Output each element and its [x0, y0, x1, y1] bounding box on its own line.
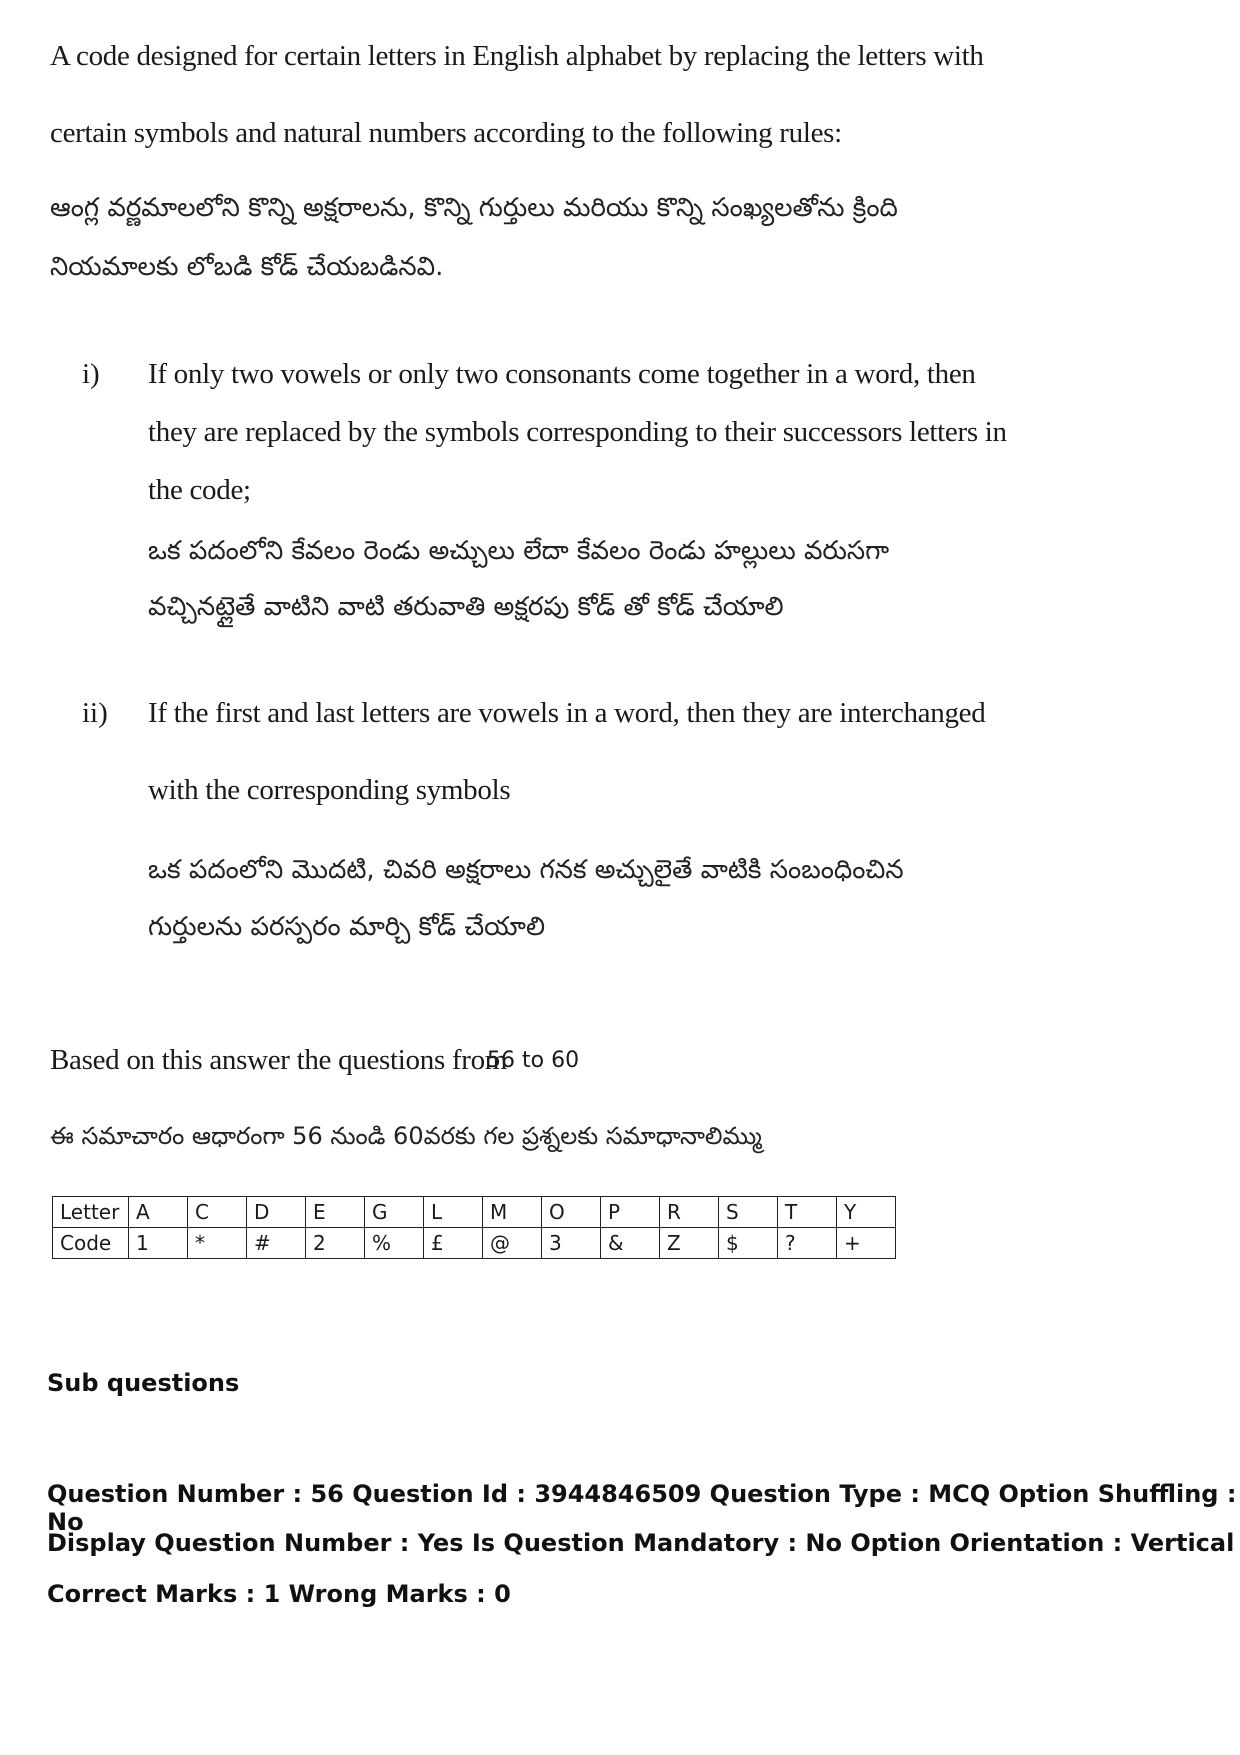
- rule-1-telugu-line-2: వచ్చినట్లైతే వాటిని వాటి తరువాతి అక్షరపు కోడ్ తో కోడ్ చేయాలి: [148, 592, 784, 622]
- sub-questions-heading: Sub questions: [47, 1369, 240, 1397]
- code-cell: 1: [129, 1228, 188, 1259]
- based-on-range: 56 to 60: [487, 1048, 580, 1073]
- code-cell: ?: [778, 1228, 837, 1259]
- rule-2-telugu-line-2: గుర్తులను పరస్పరం మార్చి కోడ్ చేయాలి: [148, 912, 546, 942]
- letter-cell: C: [188, 1197, 247, 1228]
- rule-1-telugu-line-1: ఒక పదంలోని కేవలం రెండు అచ్చులు లేదా కేవలం రెండు హల్లులు వరుసగా: [148, 536, 890, 566]
- code-row: [53, 1228, 896, 1259]
- code-row-header: Code: [53, 1228, 129, 1259]
- code-cell: Z: [660, 1228, 719, 1259]
- code-cell: #: [247, 1228, 306, 1259]
- code-cell: £: [424, 1228, 483, 1259]
- letter-row: [53, 1197, 896, 1228]
- letter-cell: M: [483, 1197, 542, 1228]
- rule-1-line-2: they are replaced by the symbols corresponding to their successors letters in: [148, 416, 1007, 448]
- letter-cell: Y: [837, 1197, 896, 1228]
- based-on-telugu: ఈ సమాచారం ఆధారంగా 56 నుండి 60వరకు గల ప్రశ్నలకు సమాధానాలిమ్ము: [50, 1122, 762, 1150]
- rule-1-line-3: the code;: [148, 474, 251, 506]
- letter-cell: R: [660, 1197, 719, 1228]
- letter-cell: G: [365, 1197, 424, 1228]
- letter-cell: E: [306, 1197, 365, 1228]
- letter-cell: D: [247, 1197, 306, 1228]
- letter-cell: A: [129, 1197, 188, 1228]
- code-cell: @: [483, 1228, 542, 1259]
- intro-telugu-line-2: నియమాలకు లోబడి కోడ్ చేయబడినవి.: [50, 252, 444, 282]
- code-cell: 3: [542, 1228, 601, 1259]
- letter-row-header: Letter: [53, 1197, 129, 1228]
- rule-2-line-2: with the corresponding symbols: [148, 774, 511, 806]
- code-cell: $: [719, 1228, 778, 1259]
- letter-cell: S: [719, 1197, 778, 1228]
- intro-line-1: A code designed for certain letters in English alphabet by replacing the letters with: [50, 40, 984, 72]
- question-meta-line-1: Question Number : 56 Question Id : 3944846509 Question Type : MCQ Option Shuffling : No: [47, 1480, 1237, 1536]
- code-cell: %: [365, 1228, 424, 1259]
- question-meta-line-2: Display Question Number : Yes Is Question Mandatory : No Option Orientation : Vertical: [47, 1529, 1235, 1557]
- rule-2-telugu-line-1: ఒక పదంలోని మొదటి, చివరి అక్షరాలు గనక అచ్చులైతే వాటికి సంబంధించిన: [148, 855, 904, 885]
- based-on-text: Based on this answer the questions from: [50, 1044, 508, 1076]
- letter-cell: T: [778, 1197, 837, 1228]
- code-cell: &: [601, 1228, 660, 1259]
- rule-1-line-1: If only two vowels or only two consonants come together in a word, then: [148, 358, 976, 390]
- code-cell: +: [837, 1228, 896, 1259]
- rule-1-marker: i): [82, 358, 100, 390]
- code-cell: *: [188, 1228, 247, 1259]
- letter-cell: P: [601, 1197, 660, 1228]
- rule-2-line-1: If the first and last letters are vowels in a word, then they are interchanged: [148, 697, 986, 729]
- letter-cell: O: [542, 1197, 601, 1228]
- code-table: [52, 1196, 896, 1259]
- question-meta-line-3: Correct Marks : 1 Wrong Marks : 0: [47, 1580, 511, 1608]
- code-cell: 2: [306, 1228, 365, 1259]
- rule-2-marker: ii): [82, 697, 108, 729]
- letter-cell: L: [424, 1197, 483, 1228]
- intro-telugu-line-1: ఆంగ్ల వర్ణమాలలోని కొన్ని అక్షరాలను, కొన్ని గుర్తులు మరియు కొన్ని సంఖ్యలతోను క్రింది: [50, 193, 898, 223]
- intro-line-2: certain symbols and natural numbers according to the following rules:: [50, 117, 842, 149]
